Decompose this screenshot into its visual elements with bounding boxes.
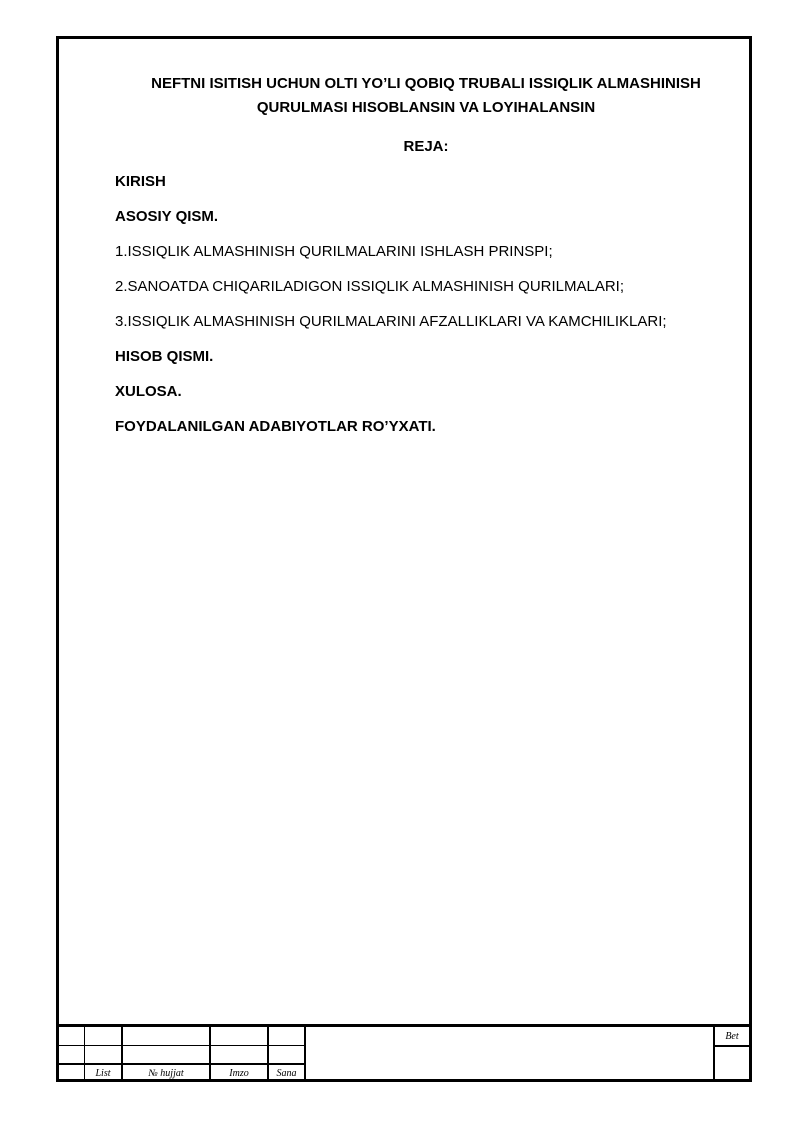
- stamp-row-line: [56, 1063, 306, 1065]
- plan-item-calculation-part: HISOB QISMI.: [115, 348, 214, 365]
- stamp-row-line: [56, 1045, 306, 1046]
- document-title: [115, 72, 737, 120]
- stamp-list-label: List: [95, 1068, 111, 1079]
- document-body: [115, 72, 737, 452]
- document-title-line-2: QURULMASI HISOBLANSIN VA LOYIHALANSIN: [256, 99, 596, 116]
- title-block-stamp: [56, 1024, 752, 1082]
- stamp-date-label: Sana: [276, 1068, 297, 1079]
- plan-item-conclusion: XULOSA.: [115, 383, 182, 400]
- plan-item-main-part: ASOSIY QISM.: [115, 208, 219, 225]
- stamp-signature-label: Imzo: [229, 1068, 249, 1079]
- plan-item-section-2: 2.SANOATDA CHIQARILADIGON ISSIQLIK ALMASHINISH QURILMALARI;: [115, 278, 625, 295]
- plan-item-section-1: 1.ISSIQLIK ALMASHINISH QURILMALARINI ISHLASH PRINSPI;: [115, 243, 553, 260]
- stamp-page-label: Bet: [725, 1031, 739, 1042]
- document-title-line-1: NEFTNI ISITISH UCHUN OLTI YO’LI QOBIQ TRUBALI ISSIQLIK ALMASHINISH: [151, 75, 701, 92]
- plan-item-section-3: 3.ISSIQLIK ALMASHINISH QURILMALARINI AFZALLIKLARI VA KAMCHILIKLARI;: [115, 313, 667, 330]
- plan-item-introduction: KIRISH: [115, 173, 166, 190]
- plan-heading: REJA:: [403, 138, 449, 155]
- plan-item-references: FOYDALANILGAN ADABIYOTLAR RO’YXATI.: [115, 418, 436, 435]
- stamp-row-line: [713, 1045, 749, 1047]
- stamp-doc-number-label: № hujjat: [148, 1068, 184, 1079]
- stamp-divider: [304, 1027, 306, 1082]
